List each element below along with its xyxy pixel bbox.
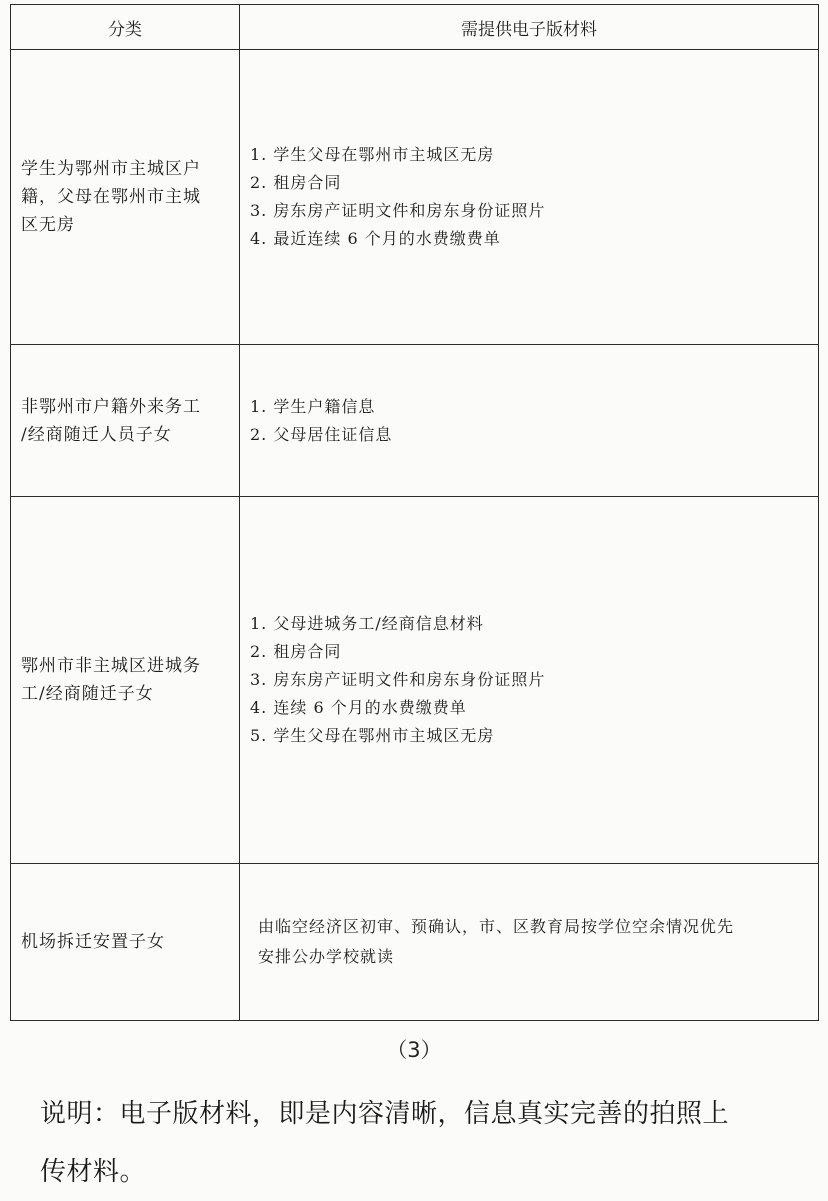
category-line: 鄂州市非主城区进城务: [21, 656, 201, 676]
material-item: 2. 租房合同: [250, 173, 342, 192]
material-item: 3. 房东房产证明文件和房东身份证照片: [250, 670, 546, 689]
category-line: 籍，父母在鄂州市主城: [21, 187, 201, 207]
header-category: 分类: [11, 5, 240, 50]
explanation-line: 说明：电子版材料，即是内容清晰，信息真实完善的拍照上: [40, 1099, 730, 1129]
material-item: 1. 学生父母在鄂州市主城区无房: [250, 145, 495, 164]
note-line: 安排公办学校就读: [258, 947, 395, 966]
category-line: /经商随迁人员子女: [21, 424, 172, 445]
explanation-line: 传材料。: [40, 1157, 147, 1187]
materials-cell: [240, 345, 819, 497]
category-cell: [11, 345, 240, 497]
materials-list: [250, 610, 808, 750]
material-item: 4. 连续 6 个月的水费缴费单: [250, 698, 467, 717]
table-row: [11, 50, 819, 345]
category-line: 机场拆迁安置子女: [21, 932, 165, 952]
materials-cell: [240, 864, 819, 1021]
material-item: 2. 租房合同: [250, 642, 342, 661]
material-item: 4. 最近连续 6 个月的水费缴费单: [250, 229, 501, 248]
table-row: [11, 345, 819, 497]
materials-list: [250, 141, 808, 253]
category-line: 非鄂州市户籍外来务工: [21, 396, 201, 417]
category-cell: [11, 497, 240, 864]
materials-table: [10, 4, 819, 1021]
page-number: （3）: [386, 1038, 442, 1062]
table-row: [11, 497, 819, 864]
material-item: 1. 学生户籍信息: [250, 396, 376, 416]
category-line: 工/经商随迁子女: [21, 684, 154, 704]
material-item: 5. 学生父母在鄂州市主城区无房: [250, 726, 495, 745]
explanation-note: [40, 1085, 810, 1201]
category-cell: [11, 50, 240, 345]
materials-cell: [240, 497, 819, 864]
table-header-row: [11, 5, 819, 50]
materials-table-container: [10, 4, 818, 1020]
material-item: 2. 父母居住证信息: [250, 424, 393, 444]
table-row: [11, 864, 819, 1021]
header-materials: 需提供电子版材料: [240, 5, 819, 50]
materials-cell: [240, 50, 819, 345]
category-cell: [11, 864, 240, 1021]
material-item: 3. 房东房产证明文件和房东身份证照片: [250, 201, 546, 220]
category-line: 区无房: [21, 215, 75, 235]
materials-list: [250, 393, 808, 449]
note-line: 由临空经济区初审、预确认，市、区教育局按学位空余情况优先: [258, 917, 735, 936]
category-line: 学生为鄂州市主城区户: [21, 159, 201, 179]
material-item: 1. 父母进城务工/经商信息材料: [250, 614, 484, 633]
